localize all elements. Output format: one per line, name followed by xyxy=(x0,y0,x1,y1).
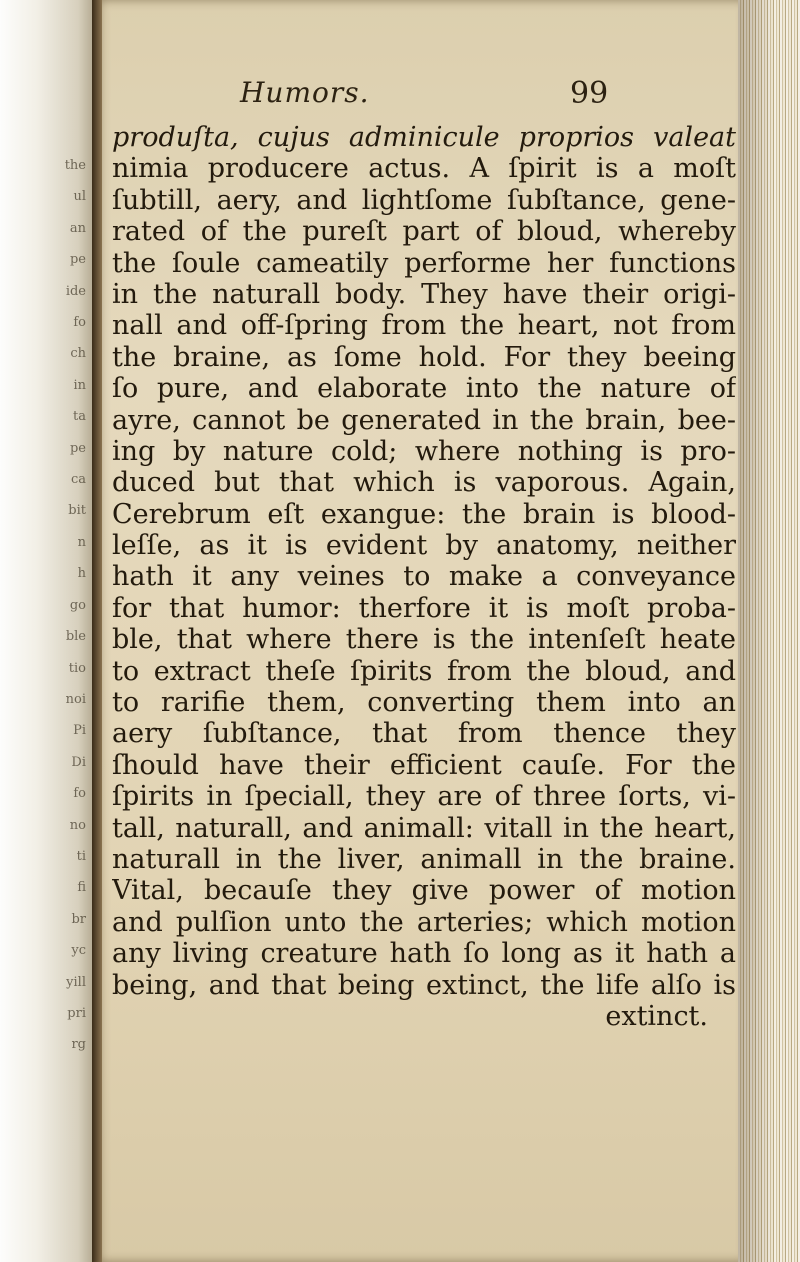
facing-page-fragment: br xyxy=(71,911,86,927)
facing-page-fragment: ch xyxy=(70,346,86,362)
text-line: being, and that being extinct, the life alſo is xyxy=(112,969,736,1001)
facing-page-fragment: Pi xyxy=(73,723,86,739)
text-line: nall and off-ſpring from the heart, not from xyxy=(112,310,736,342)
text-line: to extract theſe ſpirits from the bloud, and xyxy=(112,655,736,687)
text-line: the braine, as ſome hold. For they beeing xyxy=(112,341,736,373)
text-line: and pulſion unto the arteries; which motion xyxy=(112,906,736,938)
facing-page-fragment: fi xyxy=(77,880,86,896)
facing-page-fragment: rg xyxy=(71,1037,86,1053)
facing-page-fragment: in xyxy=(73,377,86,393)
text-line: the ſoule cameatily performe her functions xyxy=(112,247,736,279)
facing-page-fragment: tio xyxy=(68,660,86,676)
facing-page-fragment: ide xyxy=(65,283,86,299)
facing-page-fragment: n xyxy=(77,534,86,550)
text-line: ſo pure, and elaborate into the nature of xyxy=(112,373,736,405)
text-line: duced but that which is vaporous. Again, xyxy=(112,467,736,499)
facing-page-bleed-text xyxy=(0,150,92,1061)
facing-page-fragment: bit xyxy=(68,503,86,519)
facing-page-fragment: yc xyxy=(71,943,86,959)
text-line: to rarifie them, converting them into an xyxy=(112,687,736,719)
facing-page-fragment: ul xyxy=(73,189,86,205)
text-line: naturall in the liver, animall in the braine. xyxy=(112,843,736,875)
page-number: 99 xyxy=(570,76,609,111)
running-title: Humors. xyxy=(240,76,370,109)
text-line: aery ſubſtance, that from thence they xyxy=(112,718,736,750)
page-stack-shadow xyxy=(738,0,800,1262)
text-line: extinct. xyxy=(605,1000,708,1032)
facing-page-fragment: noi xyxy=(65,691,86,707)
facing-page-fragment: ti xyxy=(76,848,86,864)
text-line: ble, that where there is the intenſeſt heate xyxy=(112,624,736,656)
text-line: Cerebrum eſt exangue: the brain is blood- xyxy=(112,498,736,530)
facing-page-fragment: ble xyxy=(65,629,86,645)
facing-page-fragment: h xyxy=(77,566,86,582)
text-line: any living creature hath ſo long as it hath a xyxy=(112,938,736,970)
text-line: ſhould have their efficient cauſe. For the xyxy=(112,749,736,781)
text-line: ayre, cannot be generated in the brain, bee- xyxy=(112,404,736,436)
text-line: for that humor: therfore it is moſt proba- xyxy=(112,592,736,624)
text-line: leſſe, as it is evident by anatomy, neither xyxy=(112,530,736,562)
facing-page-fragment: fo xyxy=(73,786,86,802)
facing-page-fragment: Di xyxy=(71,754,86,770)
text-line: ing by nature cold; where nothing is pro- xyxy=(112,435,736,467)
facing-page-fragment: no xyxy=(69,817,86,833)
text-line: nimia producere actus. A ſpirit is a moſt xyxy=(112,153,736,185)
facing-page-fragment: pri xyxy=(67,1005,86,1021)
facing-page-fragment: pe xyxy=(69,440,86,456)
text-line: tall, naturall, and animall: vitall in the heart, xyxy=(112,812,736,844)
facing-page-fragment: yill xyxy=(66,974,86,990)
facing-page-edge xyxy=(0,0,92,1262)
facing-page-fragment: fo xyxy=(73,315,86,331)
text-line: rated of the pureſt part of bloud, whereby xyxy=(112,216,736,248)
facing-page-fragment: ca xyxy=(70,472,86,488)
text-line: ſubtill, aery, and lightſome ſubſtance, gene- xyxy=(112,184,736,216)
page-header xyxy=(120,76,720,126)
text-line: in the naturall body. They have their origi- xyxy=(112,278,736,310)
facing-page-fragment: an xyxy=(69,220,86,236)
facing-page-fragment: go xyxy=(69,597,86,613)
facing-page-fragment: pe xyxy=(69,252,86,268)
facing-page-fragment: the xyxy=(64,158,86,173)
text-line: hath it any veines to make a conveyance xyxy=(112,561,736,593)
book-spine-shadow xyxy=(92,0,102,1262)
text-line: ſpirits in ſpeciall, they are of three ſorts, vi- xyxy=(112,781,736,813)
facing-page-fragment: ta xyxy=(73,409,86,425)
text-line: Vital, becauſe they give power of motion xyxy=(112,875,736,907)
body-text xyxy=(112,122,736,1032)
text-line: produſta, cujus adminicule proprios valeat xyxy=(112,122,736,153)
